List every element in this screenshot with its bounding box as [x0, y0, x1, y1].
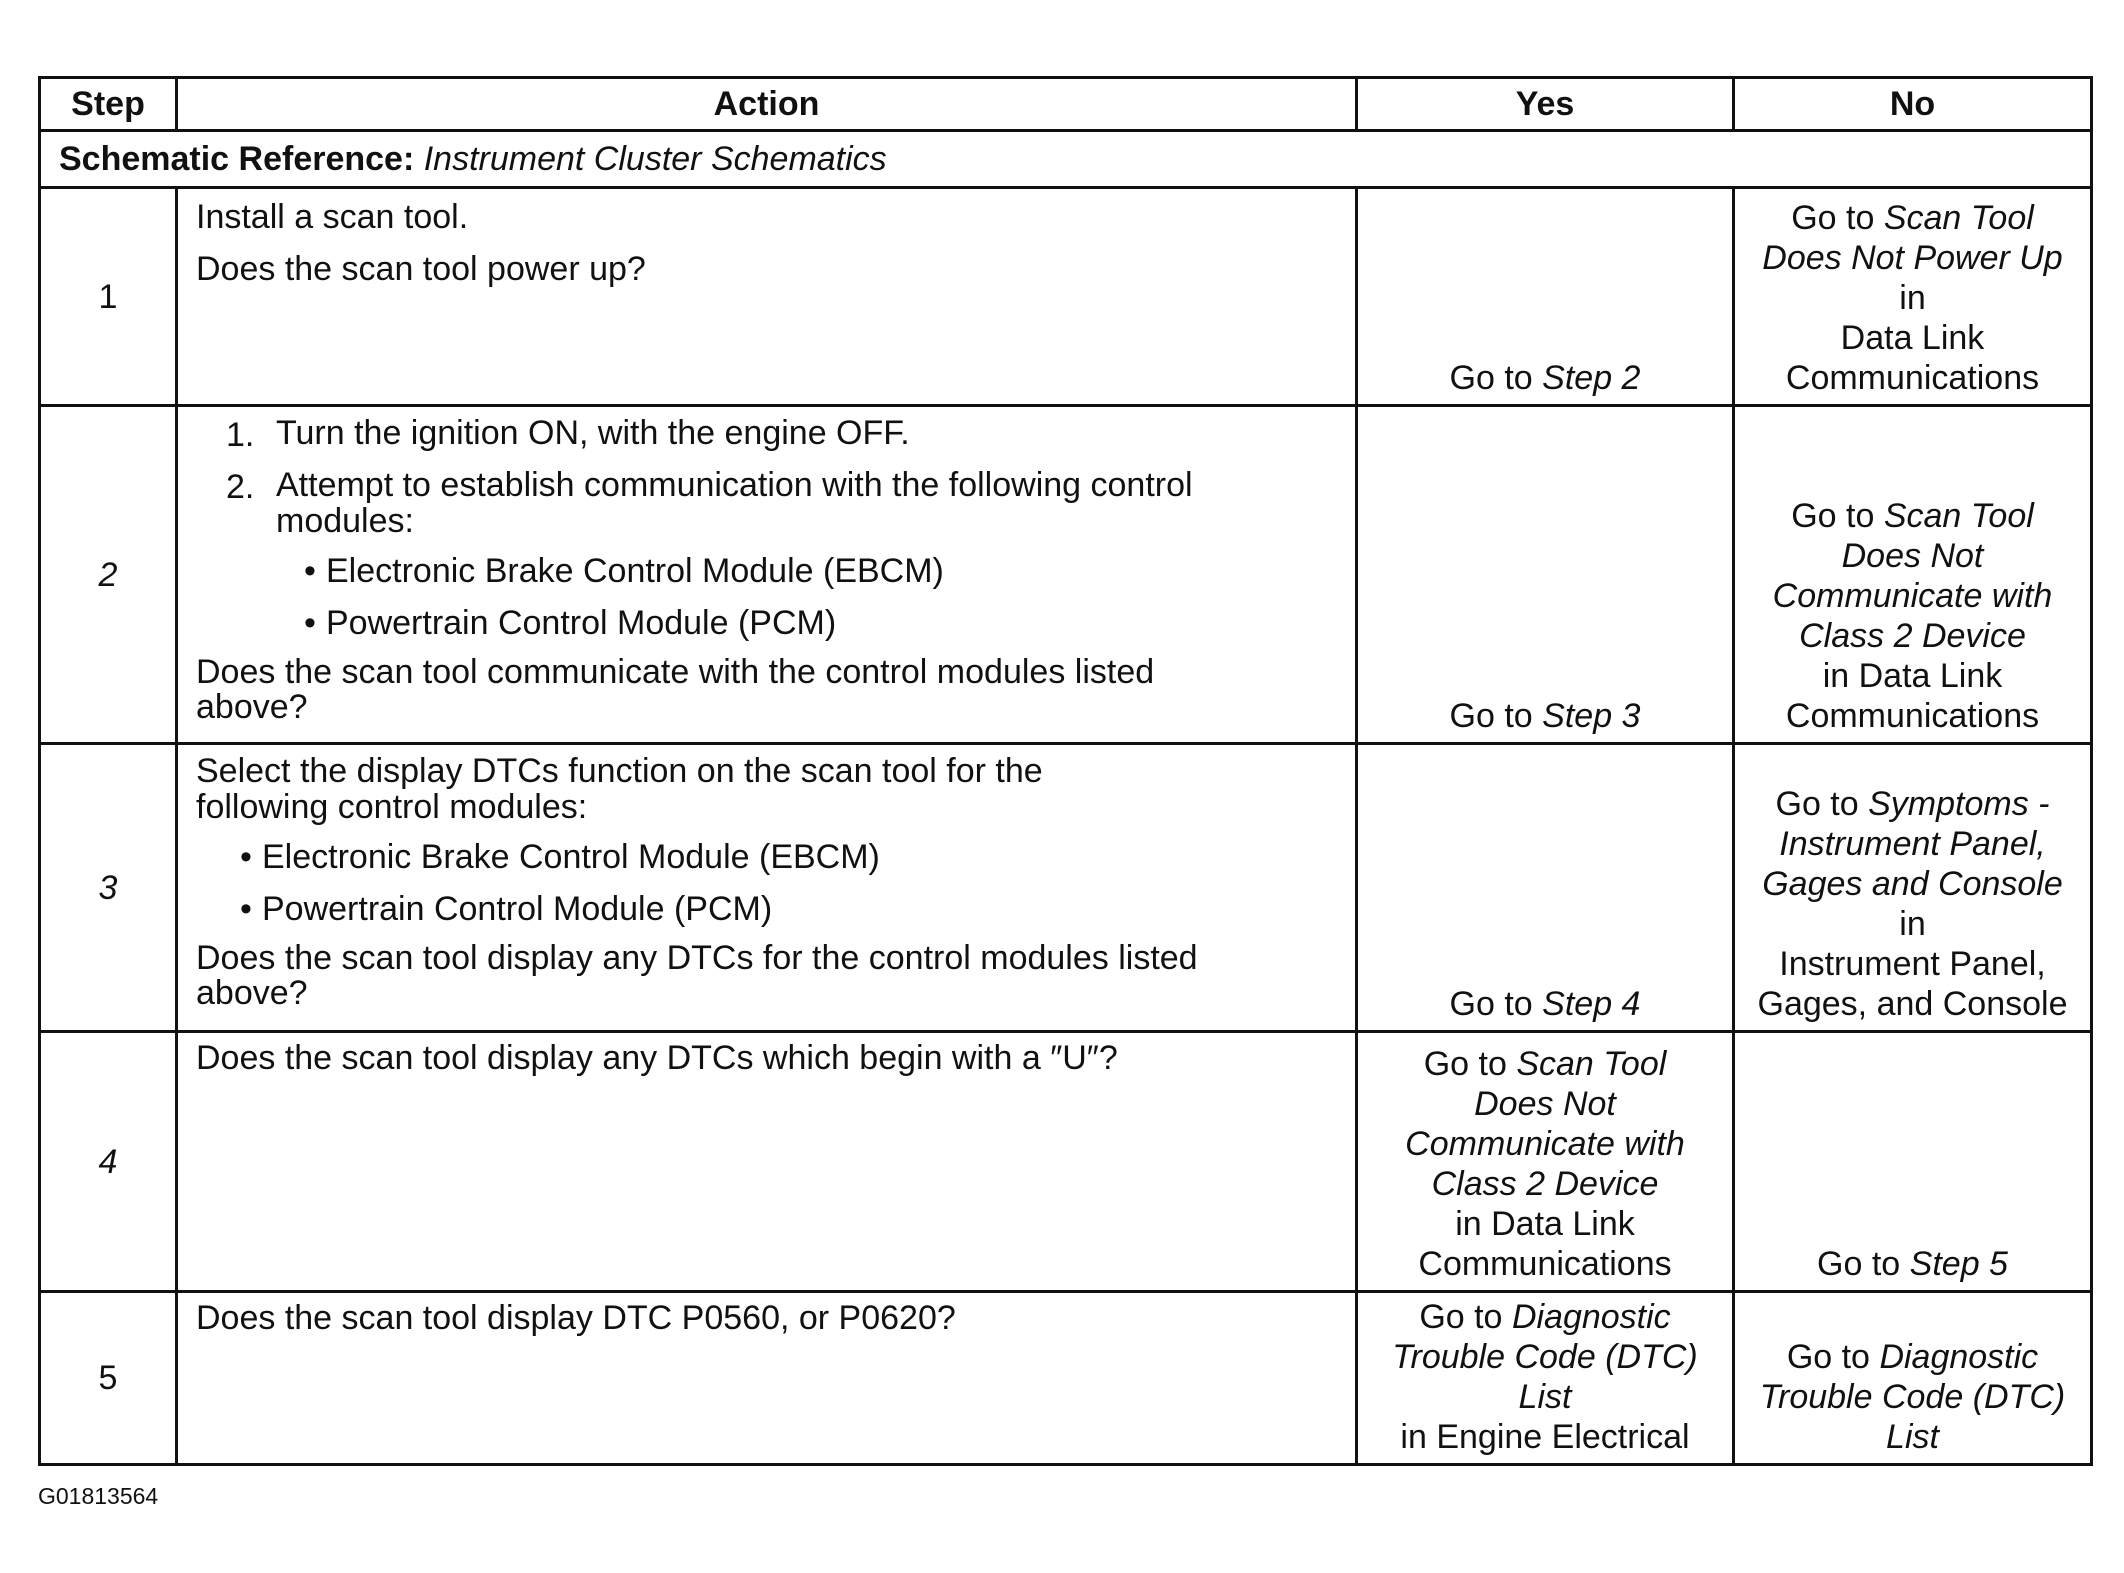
action-question: Does the scan tool communicate with the control modules listed above? — [196, 653, 1155, 726]
table-row — [40, 188, 2092, 406]
item-text: Turn the ignition ON, with the engine OFF. — [276, 414, 910, 452]
yes-section: in Engine Electrical — [1400, 1418, 1690, 1456]
action-cell — [177, 1032, 1357, 1292]
table-row — [40, 744, 2092, 1032]
no-prefix: Go to — [1775, 785, 1859, 823]
numbered-item — [226, 415, 1337, 455]
yes-step-link[interactable]: Step 3 — [1542, 697, 1641, 735]
figure-id: G01813564 — [38, 1483, 159, 1509]
step-number: 1 — [40, 188, 177, 406]
no-link[interactable]: Class 2 Device — [1799, 617, 2026, 655]
yes-cell — [1357, 1032, 1734, 1292]
no-link[interactable]: Communicate with — [1772, 577, 2053, 615]
step-number: 4 — [40, 1032, 177, 1292]
no-link[interactable]: Trouble Code (DTC) — [1759, 1378, 2066, 1416]
table-row — [40, 406, 2092, 744]
header-row — [40, 78, 2092, 131]
action-text: Select the display DTCs function on the scan tool for the following control modules: — [196, 752, 1043, 826]
yes-link[interactable]: List — [1518, 1378, 1572, 1416]
no-cell — [1734, 744, 2092, 1032]
header-step: Step — [40, 78, 177, 131]
step-number: 2 — [40, 406, 177, 744]
step-number: 3 — [40, 744, 177, 1032]
yes-link[interactable]: Communicate with — [1405, 1125, 1685, 1163]
yes-cell — [1357, 188, 1734, 406]
yes-link[interactable]: Scan Tool — [1516, 1045, 1667, 1083]
no-link[interactable]: Instrument Panel, — [1779, 825, 2046, 863]
yes-link[interactable]: Trouble Code (DTC) — [1392, 1338, 1698, 1376]
header-action: Action — [177, 78, 1357, 131]
yes-prefix: Go to — [1419, 1298, 1503, 1336]
no-prefix: Go to — [1786, 1338, 1870, 1376]
no-section: Communications — [1785, 697, 2040, 735]
no-link[interactable]: Symptoms - — [1868, 785, 2050, 823]
diagnostic-table — [38, 76, 2093, 1466]
yes-cell — [1357, 744, 1734, 1032]
schematic-reference-label: Schematic Reference: — [59, 140, 415, 178]
no-link[interactable]: Scan Tool — [1883, 199, 2034, 237]
numbered-item — [226, 467, 1337, 539]
yes-prefix: Go to — [1449, 985, 1533, 1023]
yes-link[interactable]: Diagnostic — [1511, 1298, 1671, 1336]
bullet-icon: • — [240, 838, 252, 876]
yes-step-link[interactable]: Step 4 — [1542, 985, 1641, 1023]
no-cell — [1734, 406, 2092, 744]
no-in: in — [1899, 279, 1926, 317]
header-no: No — [1734, 78, 2092, 131]
no-cell — [1734, 1292, 2092, 1465]
table-row — [40, 1292, 2092, 1465]
yes-section: in Data Link — [1455, 1205, 1635, 1243]
bullet-list — [294, 551, 1337, 643]
yes-step-link[interactable]: Step 2 — [1542, 359, 1641, 397]
no-link[interactable]: Does Not — [1841, 537, 1984, 575]
action-question: Does the scan tool display DTC P0560, or P0620? — [196, 1299, 956, 1337]
diagnostic-table-container — [38, 76, 2090, 1466]
bullet-item: • Powertrain Control Module (PCM) — [294, 603, 1337, 643]
yes-link[interactable]: Does Not — [1474, 1085, 1616, 1123]
bullet-item: • Powertrain Control Module (PCM) — [230, 889, 1337, 929]
action-cell — [177, 1292, 1357, 1465]
yes-prefix: Go to — [1449, 697, 1533, 735]
bullet-icon: • — [304, 552, 316, 590]
bullet-icon: • — [240, 890, 252, 928]
no-cell — [1734, 188, 2092, 406]
no-prefix: Go to — [1791, 199, 1875, 237]
no-link[interactable]: Gages and Console — [1762, 865, 2063, 903]
item-number: 2. — [226, 468, 255, 506]
bullet-item: • Electronic Brake Control Module (EBCM) — [230, 837, 1337, 877]
item-number: 1. — [226, 416, 255, 454]
yes-prefix: Go to — [1449, 359, 1533, 397]
no-link[interactable]: List — [1886, 1418, 1939, 1456]
bullet-list — [230, 837, 1337, 929]
no-link[interactable]: Diagnostic — [1879, 1338, 2039, 1376]
schematic-reference — [40, 131, 2092, 188]
table-row — [40, 1032, 2092, 1292]
no-section: Instrument Panel, — [1779, 945, 2046, 983]
action-question: Does the scan tool power up? — [196, 250, 646, 288]
no-link[interactable]: Does Not Power Up — [1762, 239, 2063, 277]
action-cell — [177, 406, 1357, 744]
yes-cell — [1357, 406, 1734, 744]
no-section: Gages, and Console — [1757, 985, 2068, 1023]
action-cell — [177, 744, 1357, 1032]
header-yes: Yes — [1357, 78, 1734, 131]
action-question: Does the scan tool display any DTCs which begin with a ″U″? — [196, 1039, 1118, 1077]
bullet-icon: • — [304, 604, 316, 642]
no-section: Communications — [1785, 359, 2040, 397]
no-prefix: Go to — [1817, 1245, 1901, 1283]
no-in: in — [1899, 905, 1926, 943]
yes-link[interactable]: Class 2 Device — [1431, 1165, 1659, 1203]
yes-cell — [1357, 1292, 1734, 1465]
schematic-reference-link[interactable]: Instrument Cluster Schematics — [423, 140, 887, 178]
schematic-reference-row — [40, 131, 2092, 188]
no-section: in Data Link — [1822, 657, 2003, 695]
action-cell — [177, 188, 1357, 406]
no-step-link[interactable]: Step 5 — [1909, 1245, 2008, 1283]
action-text: Install a scan tool. — [196, 198, 469, 236]
item-text: Attempt to establish communication with the following control modules: — [276, 466, 1193, 540]
step-number: 5 — [40, 1292, 177, 1465]
yes-prefix: Go to — [1423, 1045, 1507, 1083]
bullet-item: • Electronic Brake Control Module (EBCM) — [294, 551, 1337, 591]
no-section: Data Link — [1840, 319, 1985, 357]
no-prefix: Go to — [1791, 497, 1875, 535]
no-link[interactable]: Scan Tool — [1883, 497, 2034, 535]
action-question: Does the scan tool display any DTCs for the control modules listed above? — [196, 939, 1198, 1012]
yes-section: Communications — [1418, 1245, 1672, 1283]
no-cell — [1734, 1032, 2092, 1292]
